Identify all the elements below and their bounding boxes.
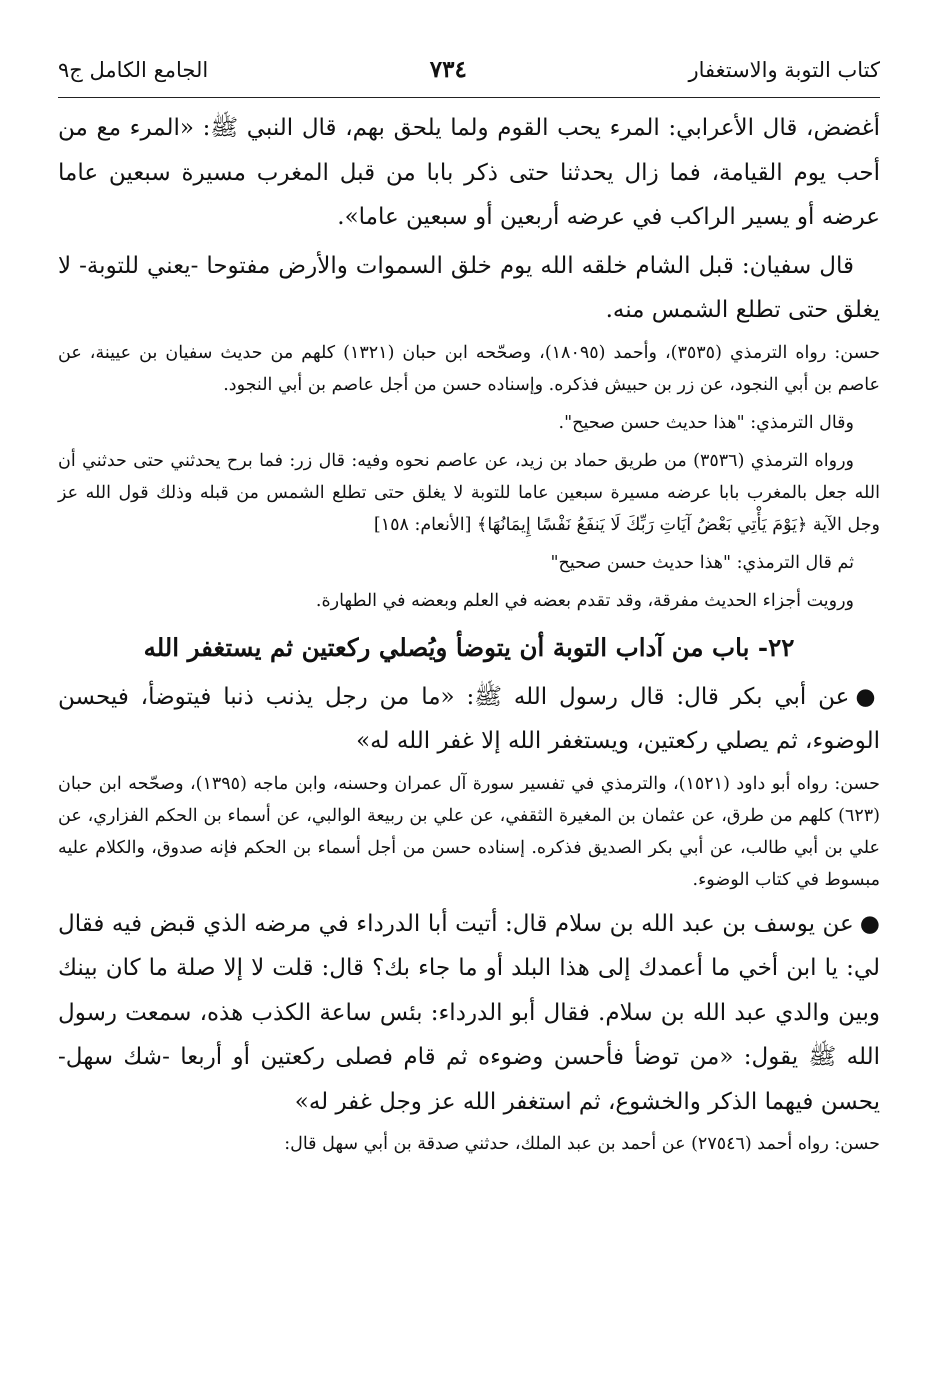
chapter-heading: ٢٢- باب من آداب التوبة أن يتوضأ ويُصلي ركعتين ثم يستغفر الله xyxy=(143,632,795,662)
book-page xyxy=(58,55,880,1166)
hadith-text-continued: أغضض، قال الأعرابي: المرء يحب القوم ولما يلحق بهم، قال النبي ﷺ: «المرء مع من أحب يوم القيامة، فما زال يحدثنا حتى ذكر بابا من قبل المغرب مسيرة سبعين عاما عرضه أو يسير الراكب في عرضه أربعين أو سبعين عاما». xyxy=(58,115,880,230)
hadith-yusuf xyxy=(58,902,880,1125)
hadith-abu-bakr xyxy=(58,675,880,764)
takhrij-note: حسن: رواه الترمذي (٣٥٣٥)، وأحمد (١٨٠٩٥)، وصحّحه ابن حبان (١٣٢١) كلهم من حديث سفيان بن عيينة، عن عاصم بن أبي النجود، عن زر بن حبيش فذكره. وإسناده حسن من أجل عاصم بن أبي النجود. xyxy=(58,342,881,395)
sufyan-comment: قال سفيان: قبل الشام خلقه الله يوم خلق السموات والأرض مفتوحا -يعني للتوبة- لا يغلق حتى تطلع الشمس منه. xyxy=(58,252,880,323)
header-rule xyxy=(58,97,880,98)
tirmidhi-narration: ورواه الترمذي (٣٥٣٦) من طريق حماد بن زيد، عن عاصم نحوه وفيه: قال زر: فما برح يحدثني حتى حدثني أن الله جعل بالمغرب بابا عرضه مسيرة سبعين عاما للتوبة لا يغلق حتى تطلع الشمس من قبله وذلك قول الله عز وجل الآية ﴿يَوْمَ يَأْتِي بَعْضُ آيَاتِ رَبِّكَ لَا يَنفَعُ نَفْسًا إِيمَانُهَا﴾ [الأنعام: ١٥٨] xyxy=(58,450,880,535)
tirmidhi-grading-second: ثم قال الترمذي: "هذا حديث حسن صحيح" xyxy=(550,552,854,573)
header-volume-title: الجامع الكامل ج٩ xyxy=(58,58,209,82)
header-book-title: كتاب التوبة والاستغفار xyxy=(688,58,880,82)
hadith-abu-bakr-text: عن أبي بكر قال: قال رسول الله ﷺ: «ما من رجل يذنب ذنبا فيتوضأ، فيحسن الوضوء، ثم يصلي ركعتين، ويستغفر الله إلا غفر الله له» xyxy=(58,683,880,754)
bullet-marker: ● xyxy=(855,683,880,710)
page-header xyxy=(58,55,880,97)
parts-note: ورويت أجزاء الحديث مفرقة، وقد تقدم بعضه في العلم وبعضه في الطهارة. xyxy=(315,590,854,611)
bullet-marker: ● xyxy=(859,910,881,937)
hadith-yusuf-text: عن يوسف بن عبد الله بن سلام قال: أتيت أبا الدرداء في مرضه الذي قبض فيه فقال لي: يا ابن أخي ما أعمدك إلى هذا البلد أو ما جاء بك؟ قال: قلت لا إلا صلة ما كان بينك وبين والدي عبد الله بن سلام. فقال أبو الدرداء: بئس ساعة الكذب هذه، سمعت رسول الله ﷺ يقول: «من توضأ فأحسن وضوءه ثم قام فصلى ركعتين أو أربعا -شك سهل- يحسن فيهما الذكر والخشوع، ثم استغفر الله عز وجل غفر له» xyxy=(58,910,880,1115)
page-number: ٧٣٤ xyxy=(429,56,467,83)
tirmidhi-grading: وقال الترمذي: "هذا حديث حسن صحيح". xyxy=(558,412,854,433)
takhrij-abu-bakr: حسن: رواه أبو داود (١٥٢١)، والترمذي في تفسير سورة آل عمران وحسنه، وابن ماجه (١٣٩٥)، وصحّحه ابن حبان (٦٢٣) كلهم من طرق، عن عثمان بن المغيرة الثقفي، عن علي بن ربيعة الوالبي، عن أسماء بن الحكم الفزاري، عن علي بن أبي طالب، عن أبي بكر الصديق فذكره. إسناده حسن من أجل أسماء بن الحكم فإنه صدوق، والكلام عليه مبسوط في كتاب الوضوء. xyxy=(58,773,880,890)
takhrij-yusuf: حسن: رواه أحمد (٢٧٥٤٦) عن أحمد بن عبد الملك، حدثني صدقة بن أبي سهل قال: xyxy=(284,1134,880,1154)
